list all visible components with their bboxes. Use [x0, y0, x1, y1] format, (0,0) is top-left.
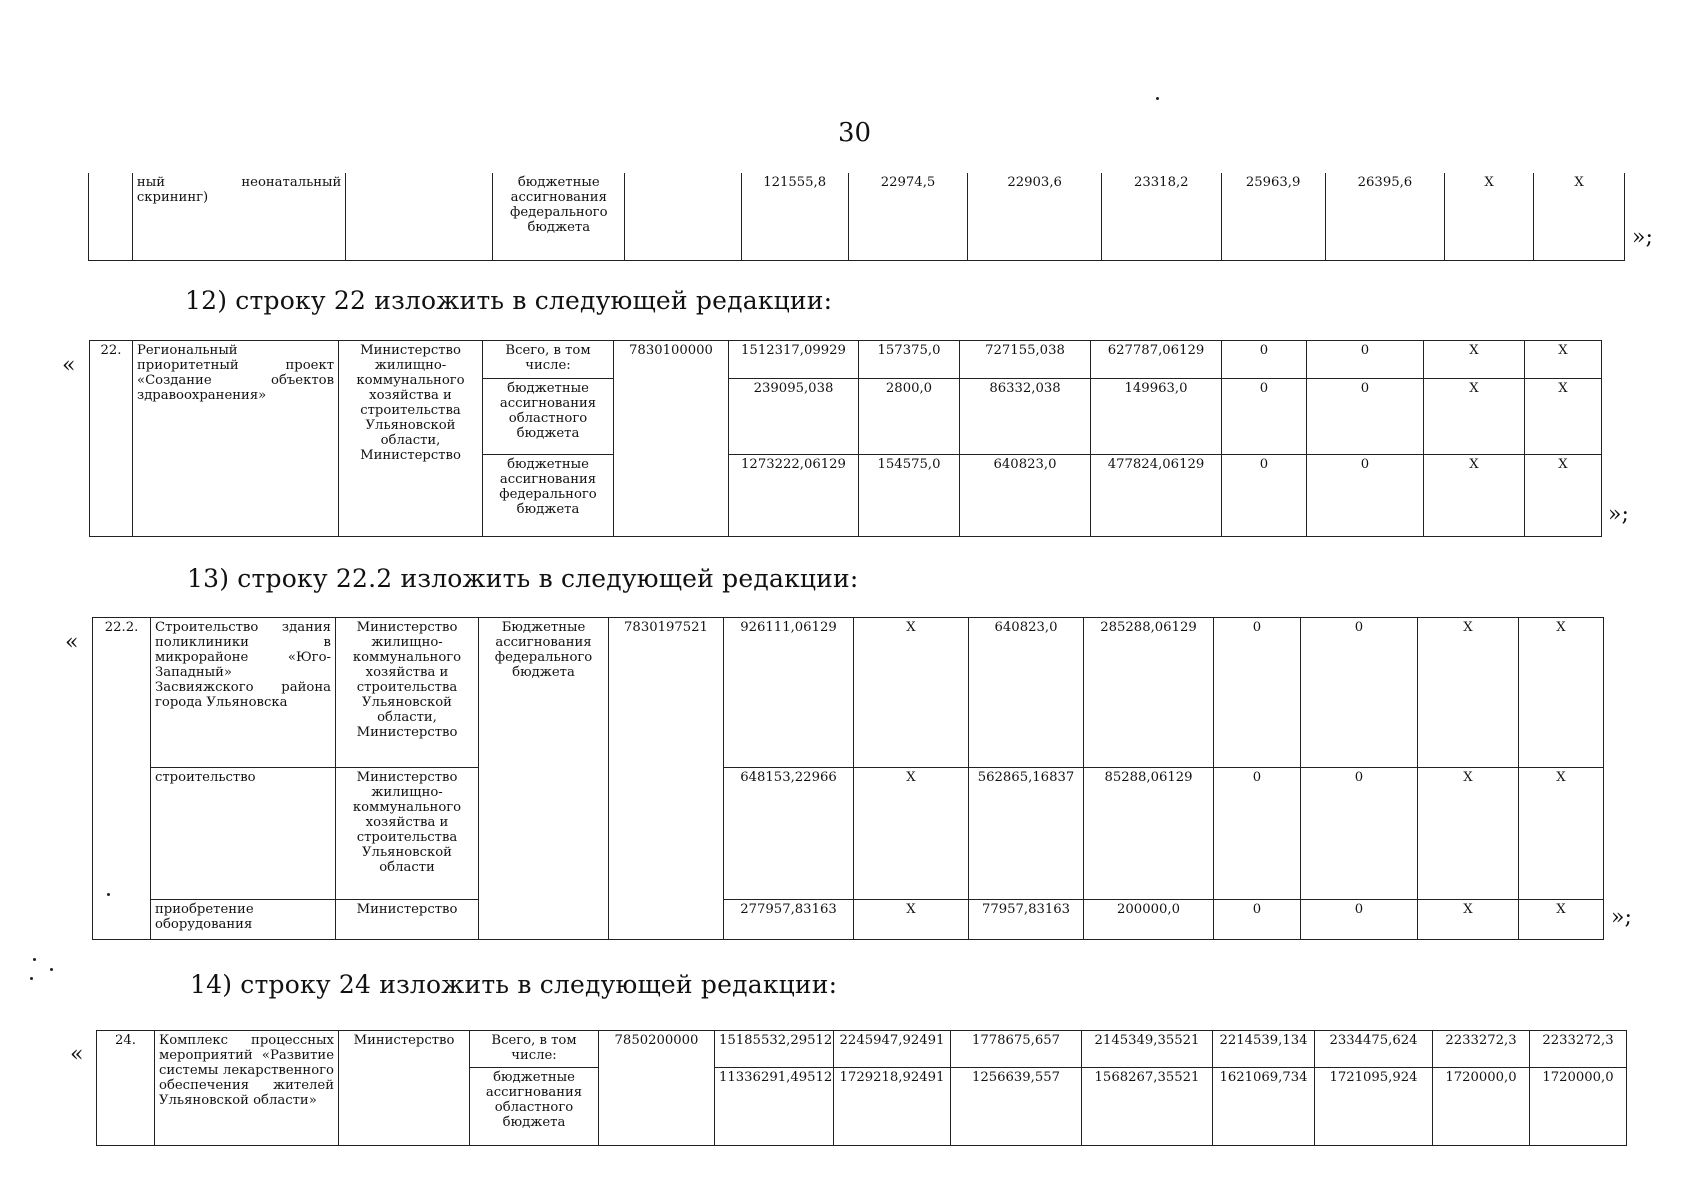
num-cell — [89, 173, 133, 261]
value-cell: 11336291,49512 — [715, 1068, 834, 1146]
value-cell: 2800,0 — [859, 379, 960, 455]
value-cell: 121555,8 — [741, 173, 848, 261]
row-number: 24. — [97, 1031, 155, 1146]
value-cell: 157375,0 — [859, 341, 960, 379]
row-24-table — [96, 1030, 1627, 1146]
value-cell: 0 — [1214, 900, 1301, 940]
value-cell: X — [1519, 768, 1604, 900]
source-cell: Бюджетные ассигнования федерального бюджета — [479, 618, 609, 940]
value-cell: 2233272,3 — [1530, 1031, 1627, 1068]
value-cell: 1568267,35521 — [1082, 1068, 1213, 1146]
value-cell: 0 — [1301, 618, 1418, 768]
value-cell: 1621069,734 — [1213, 1068, 1315, 1146]
value-cell: 1512317,09929 — [729, 341, 859, 379]
value-cell: X — [1525, 455, 1602, 537]
value-cell: 154575,0 — [859, 455, 960, 537]
value-cell: 0 — [1301, 768, 1418, 900]
value-cell: 640823,0 — [960, 455, 1091, 537]
value-cell: 1729218,92491 — [834, 1068, 951, 1146]
source-cell: бюджетные ассигнования федерального бюджета — [483, 455, 614, 537]
value-cell: 1720000,0 — [1433, 1068, 1530, 1146]
value-cell: X — [1418, 768, 1519, 900]
fragment-table — [88, 173, 1625, 261]
value-cell: 477824,06129 — [1091, 455, 1222, 537]
scan-speck — [1156, 97, 1159, 100]
value-cell: 0 — [1307, 379, 1424, 455]
scan-speck — [50, 968, 53, 971]
object-name: Строительство здания поликлиники в микрорайоне «Юго-Западный» Засвияжского района города Ульяновска — [151, 618, 336, 768]
row-22-table — [89, 340, 1602, 537]
value-cell: 1273222,06129 — [729, 455, 859, 537]
value-cell: 2145349,35521 — [1082, 1031, 1213, 1068]
section-14-heading: 14) строку 24 изложить в следующей редакции: — [190, 970, 838, 999]
row-number: 22. — [90, 341, 133, 537]
object-name: приобретение оборудования — [151, 900, 336, 940]
closing-quote: »; — [1611, 905, 1632, 930]
row-22-2-table — [92, 617, 1604, 940]
value-cell: 2233272,3 — [1433, 1031, 1530, 1068]
value-cell: 640823,0 — [969, 618, 1084, 768]
value-cell: 1721095,924 — [1315, 1068, 1433, 1146]
value-cell: 15185532,29512 — [715, 1031, 834, 1068]
value-cell: X — [854, 618, 969, 768]
value-cell: 0 — [1307, 455, 1424, 537]
row-number: 22.2. — [93, 618, 151, 940]
value-cell: X — [1445, 173, 1534, 261]
source-cell: бюджетные ассигнования областного бюджета — [483, 379, 614, 455]
source-cell: Всего, в том числе: — [483, 341, 614, 379]
value-cell: 285288,06129 — [1084, 618, 1214, 768]
scan-speck — [107, 893, 110, 896]
value-cell: X — [1534, 173, 1625, 261]
value-cell: 1256639,557 — [951, 1068, 1082, 1146]
value-cell: 0 — [1222, 455, 1307, 537]
value-cell: 2214539,134 — [1213, 1031, 1315, 1068]
value-cell: X — [1519, 900, 1604, 940]
budget-code: 7830197521 — [609, 618, 724, 940]
budget-code: 7850200000 — [599, 1031, 715, 1146]
value-cell: 22903,6 — [968, 173, 1102, 261]
value-cell: X — [1418, 618, 1519, 768]
value-cell: 23318,2 — [1102, 173, 1221, 261]
value-cell: X — [1424, 341, 1525, 379]
value-cell: 25963,9 — [1221, 173, 1325, 261]
value-cell: X — [854, 768, 969, 900]
closing-quote: »; — [1632, 225, 1653, 250]
value-cell: 22974,5 — [848, 173, 967, 261]
value-cell: 0 — [1214, 768, 1301, 900]
executor: Министерство жилищно-коммунального хозяйства и строительства Ульяновской области, Министерство — [339, 341, 483, 537]
source-cell: бюджетные ассигнования областного бюджета — [470, 1068, 599, 1146]
value-cell: 562865,16837 — [969, 768, 1084, 900]
value-cell: 0 — [1222, 341, 1307, 379]
value-cell: 1778675,657 — [951, 1031, 1082, 1068]
value-cell: 277957,83163 — [724, 900, 854, 940]
section-13-heading: 13) строку 22.2 изложить в следующей редакции: — [187, 564, 859, 593]
executor: Министерство жилищно-коммунального хозяйства и строительства Ульяновской области, Министерство — [336, 618, 479, 768]
closing-quote: »; — [1608, 502, 1629, 527]
value-cell: 0 — [1307, 341, 1424, 379]
value-cell: X — [1525, 379, 1602, 455]
section-12-heading: 12) строку 22 изложить в следующей редакции: — [185, 286, 833, 315]
fragment-source: бюджетные ассигнования федерального бюджета — [493, 173, 625, 261]
object-name: строительство — [151, 768, 336, 900]
scan-speck — [30, 977, 33, 980]
scan-speck — [33, 958, 36, 961]
value-cell: 239095,038 — [729, 379, 859, 455]
executor: Министерство жилищно-коммунального хозяйства и строительства Ульяновской области — [336, 768, 479, 900]
value-cell: 86332,038 — [960, 379, 1091, 455]
opening-quote: « — [70, 1042, 84, 1067]
value-cell: 727155,038 — [960, 341, 1091, 379]
project-name: Региональный приоритетный проект «Создание объектов здравоохранения» — [133, 341, 339, 537]
executor: Министерство — [336, 900, 479, 940]
value-cell: 0 — [1222, 379, 1307, 455]
value-cell: X — [1424, 379, 1525, 455]
opening-quote: « — [65, 630, 79, 655]
value-cell: 627787,06129 — [1091, 341, 1222, 379]
opening-quote: « — [62, 353, 76, 378]
value-cell: 2245947,92491 — [834, 1031, 951, 1068]
value-cell: 648153,22966 — [724, 768, 854, 900]
value-cell: X — [1424, 455, 1525, 537]
value-cell: X — [1418, 900, 1519, 940]
value-cell: 149963,0 — [1091, 379, 1222, 455]
value-cell: 926111,06129 — [724, 618, 854, 768]
fragment-name: ный неонатальный скрининг) — [132, 173, 345, 261]
value-cell: X — [854, 900, 969, 940]
value-cell: 1720000,0 — [1530, 1068, 1627, 1146]
executor: Министерство — [339, 1031, 470, 1146]
value-cell: 2334475,624 — [1315, 1031, 1433, 1068]
executor-cell — [346, 173, 493, 261]
value-cell: 26395,6 — [1325, 173, 1444, 261]
value-cell: X — [1519, 618, 1604, 768]
value-cell: 77957,83163 — [969, 900, 1084, 940]
value-cell: 200000,0 — [1084, 900, 1214, 940]
value-cell: 0 — [1214, 618, 1301, 768]
value-cell: 85288,06129 — [1084, 768, 1214, 900]
value-cell: 0 — [1301, 900, 1418, 940]
budget-code: 7830100000 — [614, 341, 729, 537]
code-cell — [625, 173, 741, 261]
source-cell: Всего, в том числе: — [470, 1031, 599, 1068]
complex-name: Комплекс процессных мероприятий «Развитие системы лекарственного обеспечения жителей Ульяновской области» — [155, 1031, 339, 1146]
page-number: 30 — [838, 118, 872, 148]
value-cell: X — [1525, 341, 1602, 379]
